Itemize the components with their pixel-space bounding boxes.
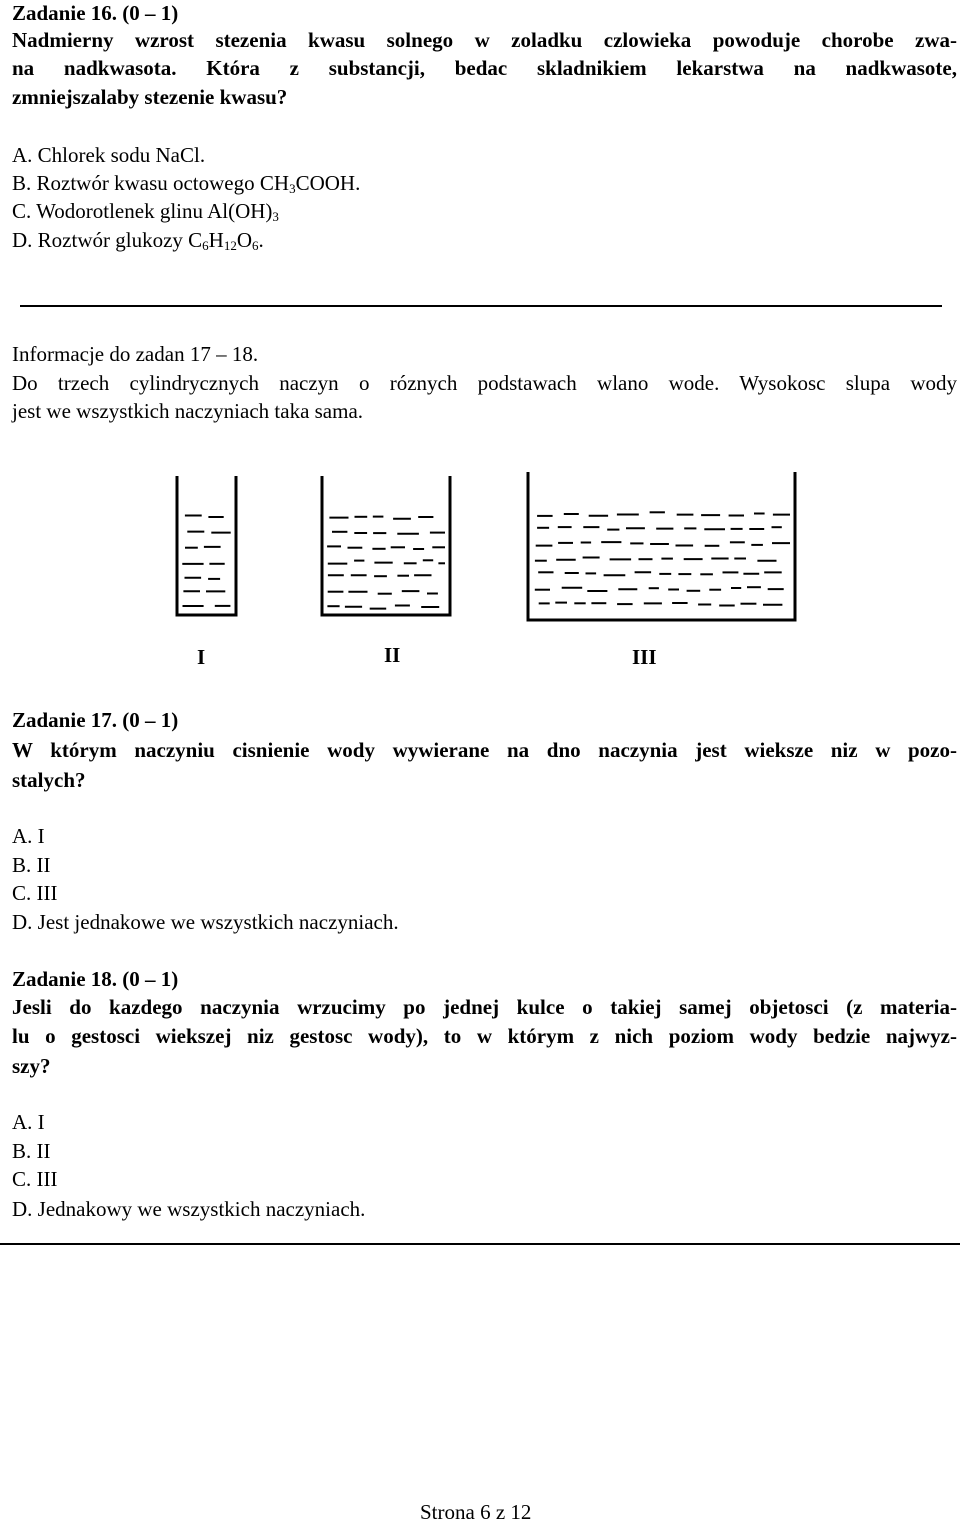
vessel-label-1: I	[197, 645, 206, 669]
task17-question-line1: W którym naczyniu cisnienie wody wywierane na dno naczynia jest wieksze niz w pozo-	[12, 738, 957, 762]
page-number: Strona 6 z 12	[420, 1500, 532, 1524]
task18-question-line3: szy?	[12, 1054, 51, 1078]
vessels-diagram	[0, 0, 960, 700]
task16-option-b: B. Roztwór kwasu octowego $CH_3COOH$.	[12, 171, 361, 196]
task18-option-a: A. I	[12, 1110, 45, 1134]
task18-option-b: B. II	[12, 1139, 51, 1163]
task16-question-line1: Nadmierny wzrost stezenia kwasu solnego w zoladku czlowieka powoduje chorobe zwa-	[12, 28, 957, 52]
task16-question-line3: zmniejszalaby stezenie kwasu?	[12, 85, 288, 109]
task17-option-b: B. II	[12, 853, 51, 877]
info-line2: jest we wszystkich naczyniach taka sama.	[12, 399, 364, 423]
vessel-3	[528, 472, 795, 620]
task16-option-d: D. Roztwór glukozy $C_6H_{12}O_6$.	[12, 228, 264, 253]
task18-option-c: C. III	[12, 1167, 58, 1191]
task16-option-c: C. Wodorotlenek glinu $Al(OH)_3$	[12, 199, 279, 224]
vessel-label-2: II	[384, 643, 401, 667]
info-line1: Do trzech cylindrycznych naczyn o róznych podstawach wlano wode. Wysokosc slupa wody	[12, 371, 957, 395]
task18-option-d: D. Jednakowy we wszystkich naczyniach.	[12, 1197, 366, 1221]
vessel-label-3: III	[632, 645, 657, 669]
task18-title: Zadanie 18. (0 – 1)	[12, 967, 179, 991]
task16-question-line2: na nadkwasota. Która z substancji, bedac skladnikiem lekarstwa na nadkwasote,	[12, 56, 957, 80]
task16-title: Zadanie 16. (0 – 1)	[12, 1, 179, 25]
task17-option-d: D. Jest jednakowe we wszystkich naczyniach.	[12, 910, 399, 934]
task18-question-line1: Jesli do kazdego naczynia wrzucimy po jednej kulce o takiej samej objetosci (z materia-	[12, 995, 957, 1019]
vessel-1	[177, 476, 236, 615]
task17-option-a: A. I	[12, 824, 45, 848]
info-title: Informacje do zadan 17 – 18.	[12, 342, 259, 366]
task18-question-line2: lu o gestosci wiekszej niz gestosc wody), to w którym z nich poziom wody bedzie najwyz-	[12, 1024, 957, 1048]
bottom-divider	[0, 1243, 960, 1245]
task16-option-a: A. Chlorek sodu NaCl.	[12, 143, 206, 167]
task17-title: Zadanie 17. (0 – 1)	[12, 708, 179, 732]
task17-option-c: C. III	[12, 881, 58, 905]
task17-question-line2: stalych?	[12, 768, 86, 792]
